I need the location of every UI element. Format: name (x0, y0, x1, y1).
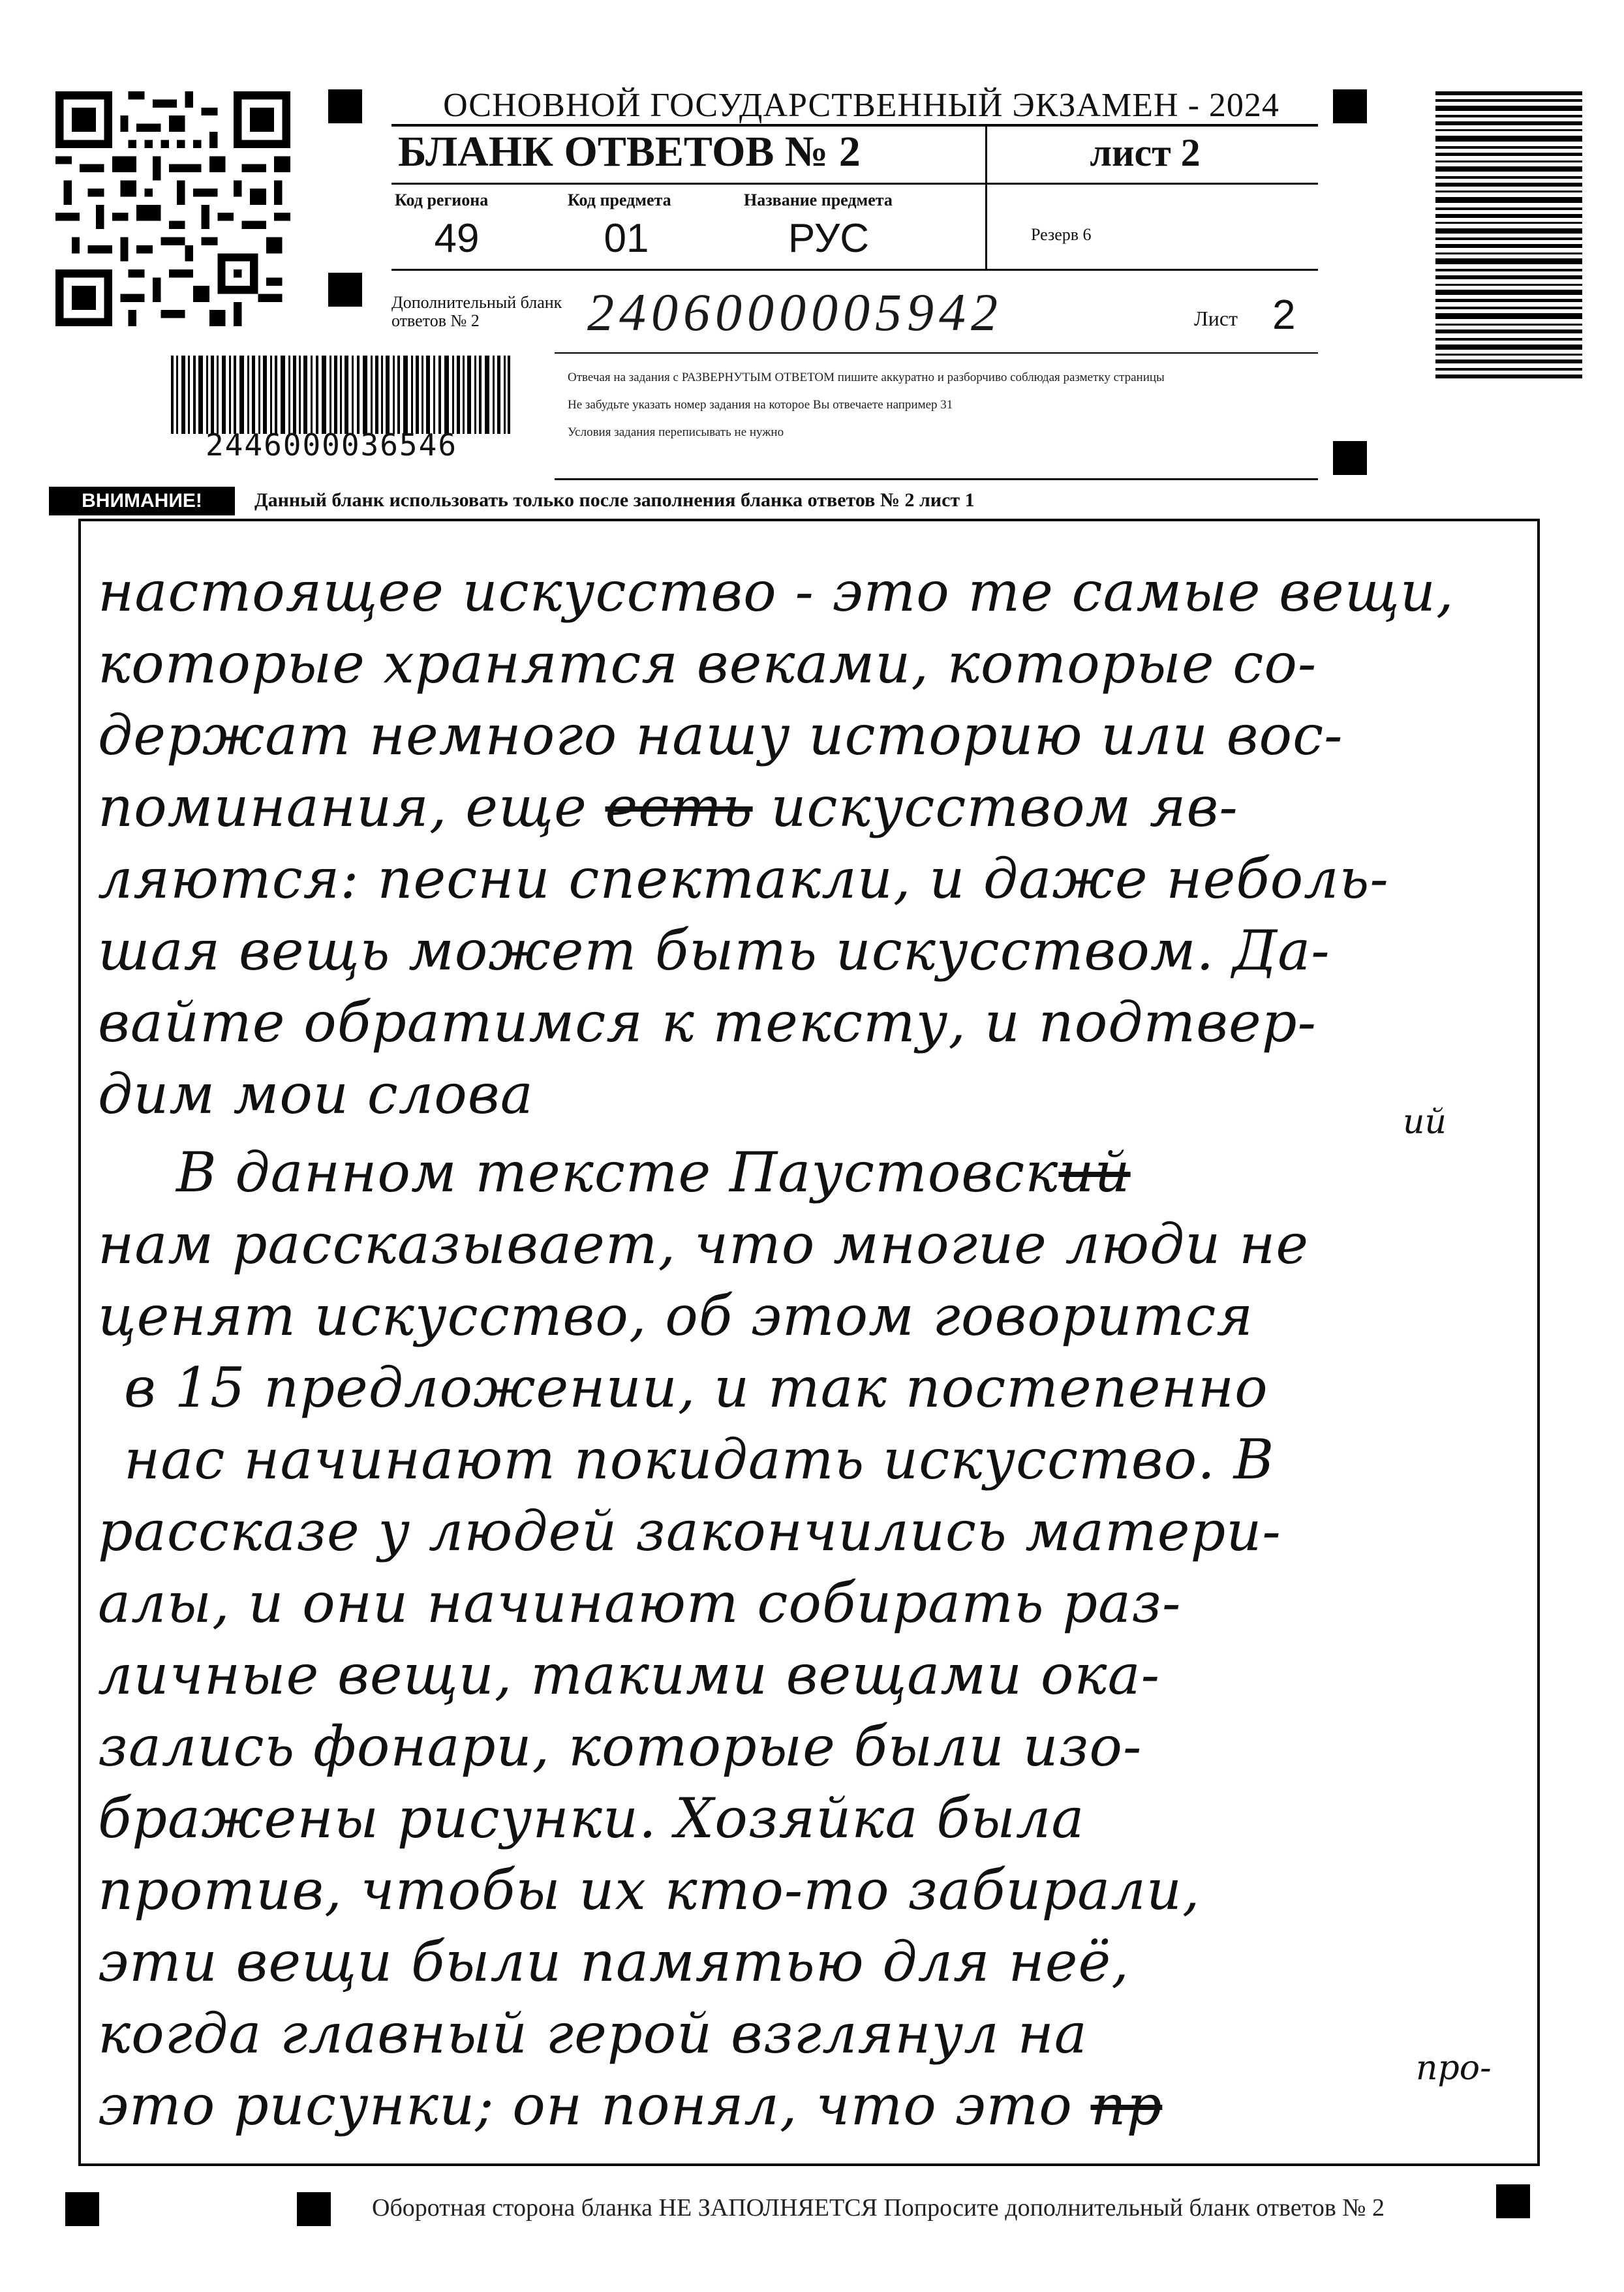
warning-badge: ВНИМАНИЕ! (49, 487, 235, 515)
answer-line: вайте обратимся к тексту, и подтвер- (98, 990, 1317, 1054)
answer-line: алы, и они начинают собирать раз- (98, 1571, 1182, 1635)
barcode-number: 2446000036546 (205, 427, 458, 463)
struck-word: есть (605, 775, 753, 839)
footer-note: Оборотная сторона бланка НЕ ЗАПОЛНЯЕТСЯ Попросите дополнительный бланк ответов № 2 (372, 2194, 1385, 2222)
answer-line: которые хранятся веками, которые со- (98, 632, 1317, 695)
alignment-marker (297, 2192, 331, 2226)
region-code-label: Код региона (395, 191, 489, 209)
subject-code-label: Код предмета (568, 191, 671, 209)
answer-line: нас начинают покидать искусство. В (124, 1428, 1275, 1491)
header-rule (555, 478, 1318, 480)
answer-line: зались фонари, которые были изо- (98, 1715, 1142, 1779)
alignment-marker (65, 2192, 99, 2226)
answer-line: личные вещи, такими вещами ока- (98, 1643, 1161, 1707)
alignment-marker (1496, 2184, 1530, 2218)
sheet-label: лист 2 (1090, 131, 1201, 174)
inserted-text: про- (1416, 2049, 1492, 2088)
inserted-text: ий (1403, 1103, 1447, 1142)
barcode-icon (1435, 91, 1582, 378)
alignment-marker (1333, 89, 1367, 123)
subject-name-label: Название предмета (744, 191, 893, 209)
answer-line: против, чтобы их кто-то забирали, (98, 1858, 1201, 1922)
extra-form-label: Дополнительный бланк ответов № 2 (391, 293, 562, 330)
answer-line: когда главный герой взглянул на (98, 2002, 1088, 2066)
header-rule (391, 183, 1318, 185)
answer-line: рассказе у людей закончились матери- (98, 1499, 1281, 1563)
header-divider (985, 125, 987, 269)
form-title: БЛАНК ОТВЕТОВ № 2 (398, 128, 861, 176)
alignment-marker (328, 273, 362, 307)
answer-line: настоящее искусство - это те самые вещи, (98, 560, 1454, 624)
answer-line: бражены рисунки. Хозяйка была (98, 1786, 1085, 1850)
struck-word: пр (1090, 2073, 1163, 2137)
header-rule (555, 352, 1318, 354)
answer-line: ценят искусство, об этом говорится (98, 1284, 1254, 1348)
answer-line: ляются: песни спектакли, и даже неболь- (98, 847, 1389, 911)
answer-line: дим мои слова (98, 1062, 534, 1126)
instruction-line: Условия задания переписывать не нужно (568, 425, 784, 439)
answer-line: шая вещь может быть искусством. Да- (98, 919, 1330, 983)
qr-code-icon (55, 91, 290, 326)
list-label: Лист (1194, 307, 1238, 330)
alignment-marker (1333, 441, 1367, 475)
warning-text: Данный бланк использовать только после заполнения бланка ответов № 2 лист 1 (254, 489, 975, 511)
answer-line: это рисунки; он понял, что это пр (98, 2073, 1163, 2137)
extra-form-number: 2406000005942 (587, 283, 1003, 342)
list-value: 2 (1272, 291, 1296, 338)
exam-title: ОСНОВНОЙ ГОСУДАРСТВЕННЫЙ ЭКЗАМЕН - 2024 (443, 87, 1279, 124)
reserve-label: Резерв 6 (1031, 225, 1092, 244)
struck-word: ий (1058, 1140, 1131, 1204)
header-rule (391, 269, 1318, 271)
subject-name-value: РУС (788, 216, 870, 261)
answer-line: нам рассказывает, что многие люди не (98, 1212, 1310, 1276)
answer-line: эти вещи были памятью для неё, (98, 1930, 1129, 1994)
barcode-icon (171, 356, 510, 434)
instruction-line: Не забудьте указать номер задания на которое Вы отвечаете например 31 (568, 398, 953, 412)
subject-code-value: 01 (604, 216, 649, 261)
instruction-line: Отвечая на задания с РАЗВЕРНУТЫМ ОТВЕТОМ пишите аккуратно и разборчиво соблюдая разметку страницы (568, 371, 1165, 384)
title-underline (391, 124, 1318, 127)
region-code-value: 49 (434, 216, 480, 261)
answer-line: поминания, еще есть искусством яв- (98, 775, 1238, 839)
answer-line: в 15 предложении, и так постепенно (124, 1356, 1268, 1420)
answer-line: держат немного нашу историю или вос- (98, 703, 1343, 767)
answer-line: В данном тексте Паустовский (176, 1140, 1131, 1204)
alignment-marker (328, 89, 362, 123)
